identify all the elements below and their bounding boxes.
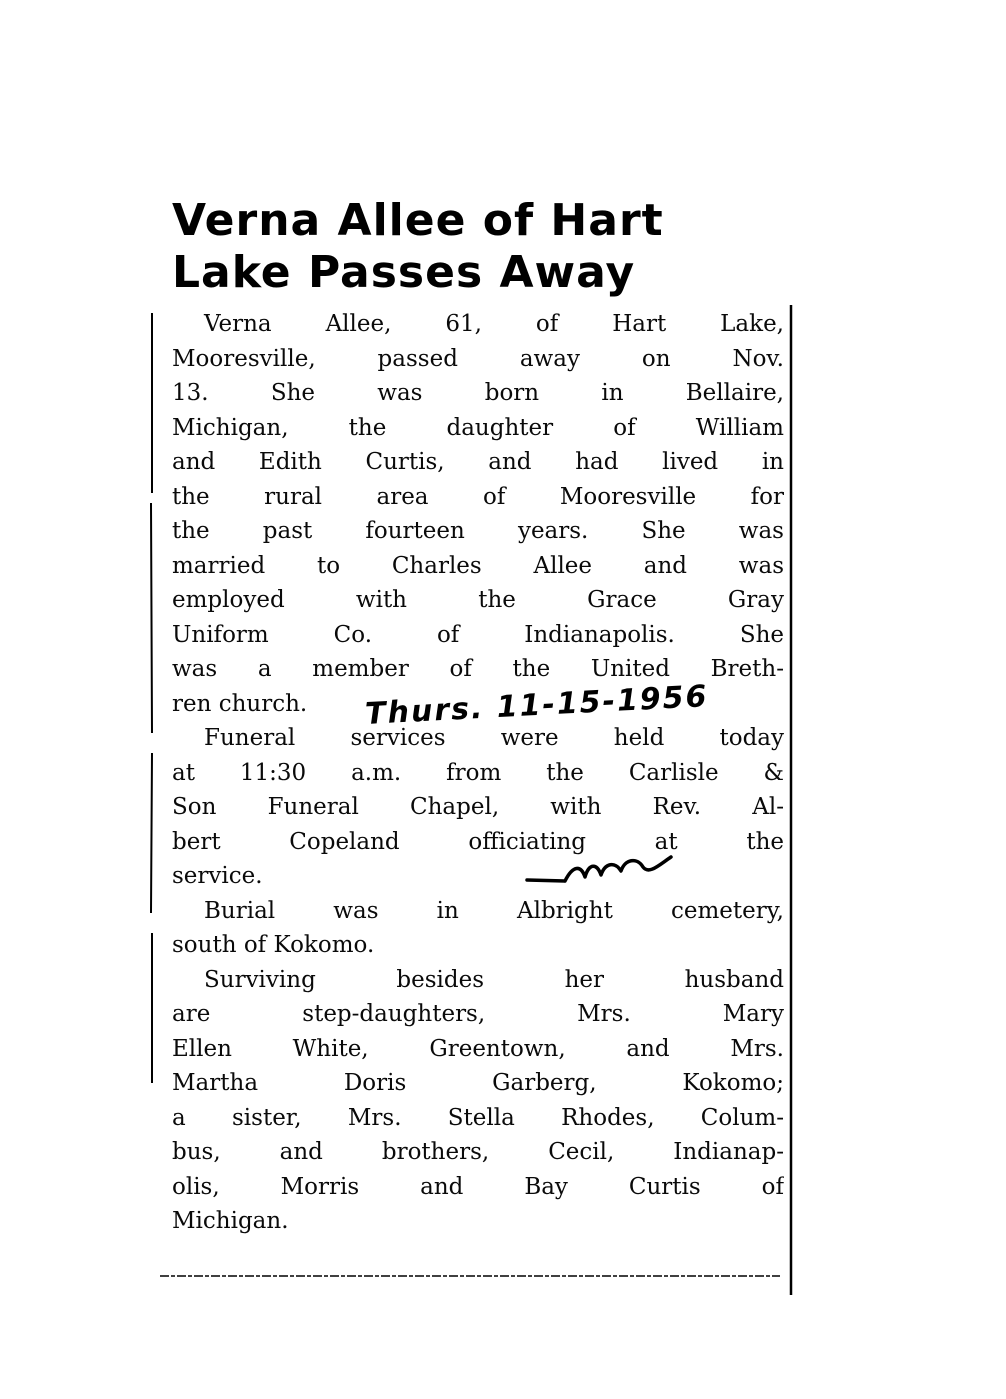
handwritten-initials-mark [525, 845, 675, 895]
article-line: at 11:30 a.m. from the Carlisle & [172, 759, 784, 786]
headline [172, 195, 692, 299]
article-line: Uniform Co. of Indianapolis. She [172, 621, 784, 648]
article-line: employed with the Grace Gray [172, 587, 784, 613]
article-line: Michigan, the daughter of William [172, 414, 784, 441]
article-line: the past fourteen years. She was [172, 518, 784, 544]
headline-line-2: Lake Passes Away [172, 247, 636, 298]
handwritten-date-note: Thurs. 11-15-1956 [364, 679, 710, 732]
article-line: Ellen White, Greentown, and Mrs. [172, 1035, 784, 1062]
bottom-rule [160, 1273, 780, 1279]
article-line: ren church. [172, 690, 308, 717]
article-line: olis, Morris and Bay Curtis of [172, 1173, 784, 1200]
article-line: are step-daughters, Mrs. Mary [172, 1001, 784, 1027]
article-line: the rural area of Mooresville for [172, 483, 784, 510]
article-body [172, 307, 784, 1239]
newspaper-clipping [150, 195, 800, 1295]
article-line: bus, and brothers, Cecil, Indianap- [172, 1139, 784, 1165]
article-line: Verna Allee, 61, of Hart Lake, [204, 311, 784, 337]
article-line: married to Charles Allee and was [172, 552, 784, 579]
article-line: and Edith Curtis, and had lived in [172, 449, 784, 475]
article-line: south of Kokomo. [172, 932, 375, 958]
clipping-right-edge [788, 305, 794, 1295]
article-line: Surviving besides her husband [204, 966, 784, 993]
article-line: a sister, Mrs. Stella Rhodes, Colum- [172, 1104, 784, 1131]
article-line: service. [172, 863, 263, 889]
article-line: Funeral services were held today [204, 725, 784, 751]
clipping-left-edge [150, 313, 154, 1083]
article-line: was a member of the United Breth- [172, 656, 784, 682]
article-line: Burial was in Albright cemetery, [204, 897, 784, 924]
article-line: Mooresville, passed away on Nov. [172, 345, 784, 372]
article-line: Martha Doris Garberg, Kokomo; [172, 1070, 784, 1096]
article-line: Son Funeral Chapel, with Rev. Al- [172, 794, 784, 820]
headline-line-1: Verna Allee of Hart [172, 195, 664, 246]
article-line: bert Copeland officiating at the [172, 828, 784, 855]
article-line: 13. She was born in Bellaire, [172, 380, 784, 406]
article-line: Michigan. [172, 1208, 289, 1234]
